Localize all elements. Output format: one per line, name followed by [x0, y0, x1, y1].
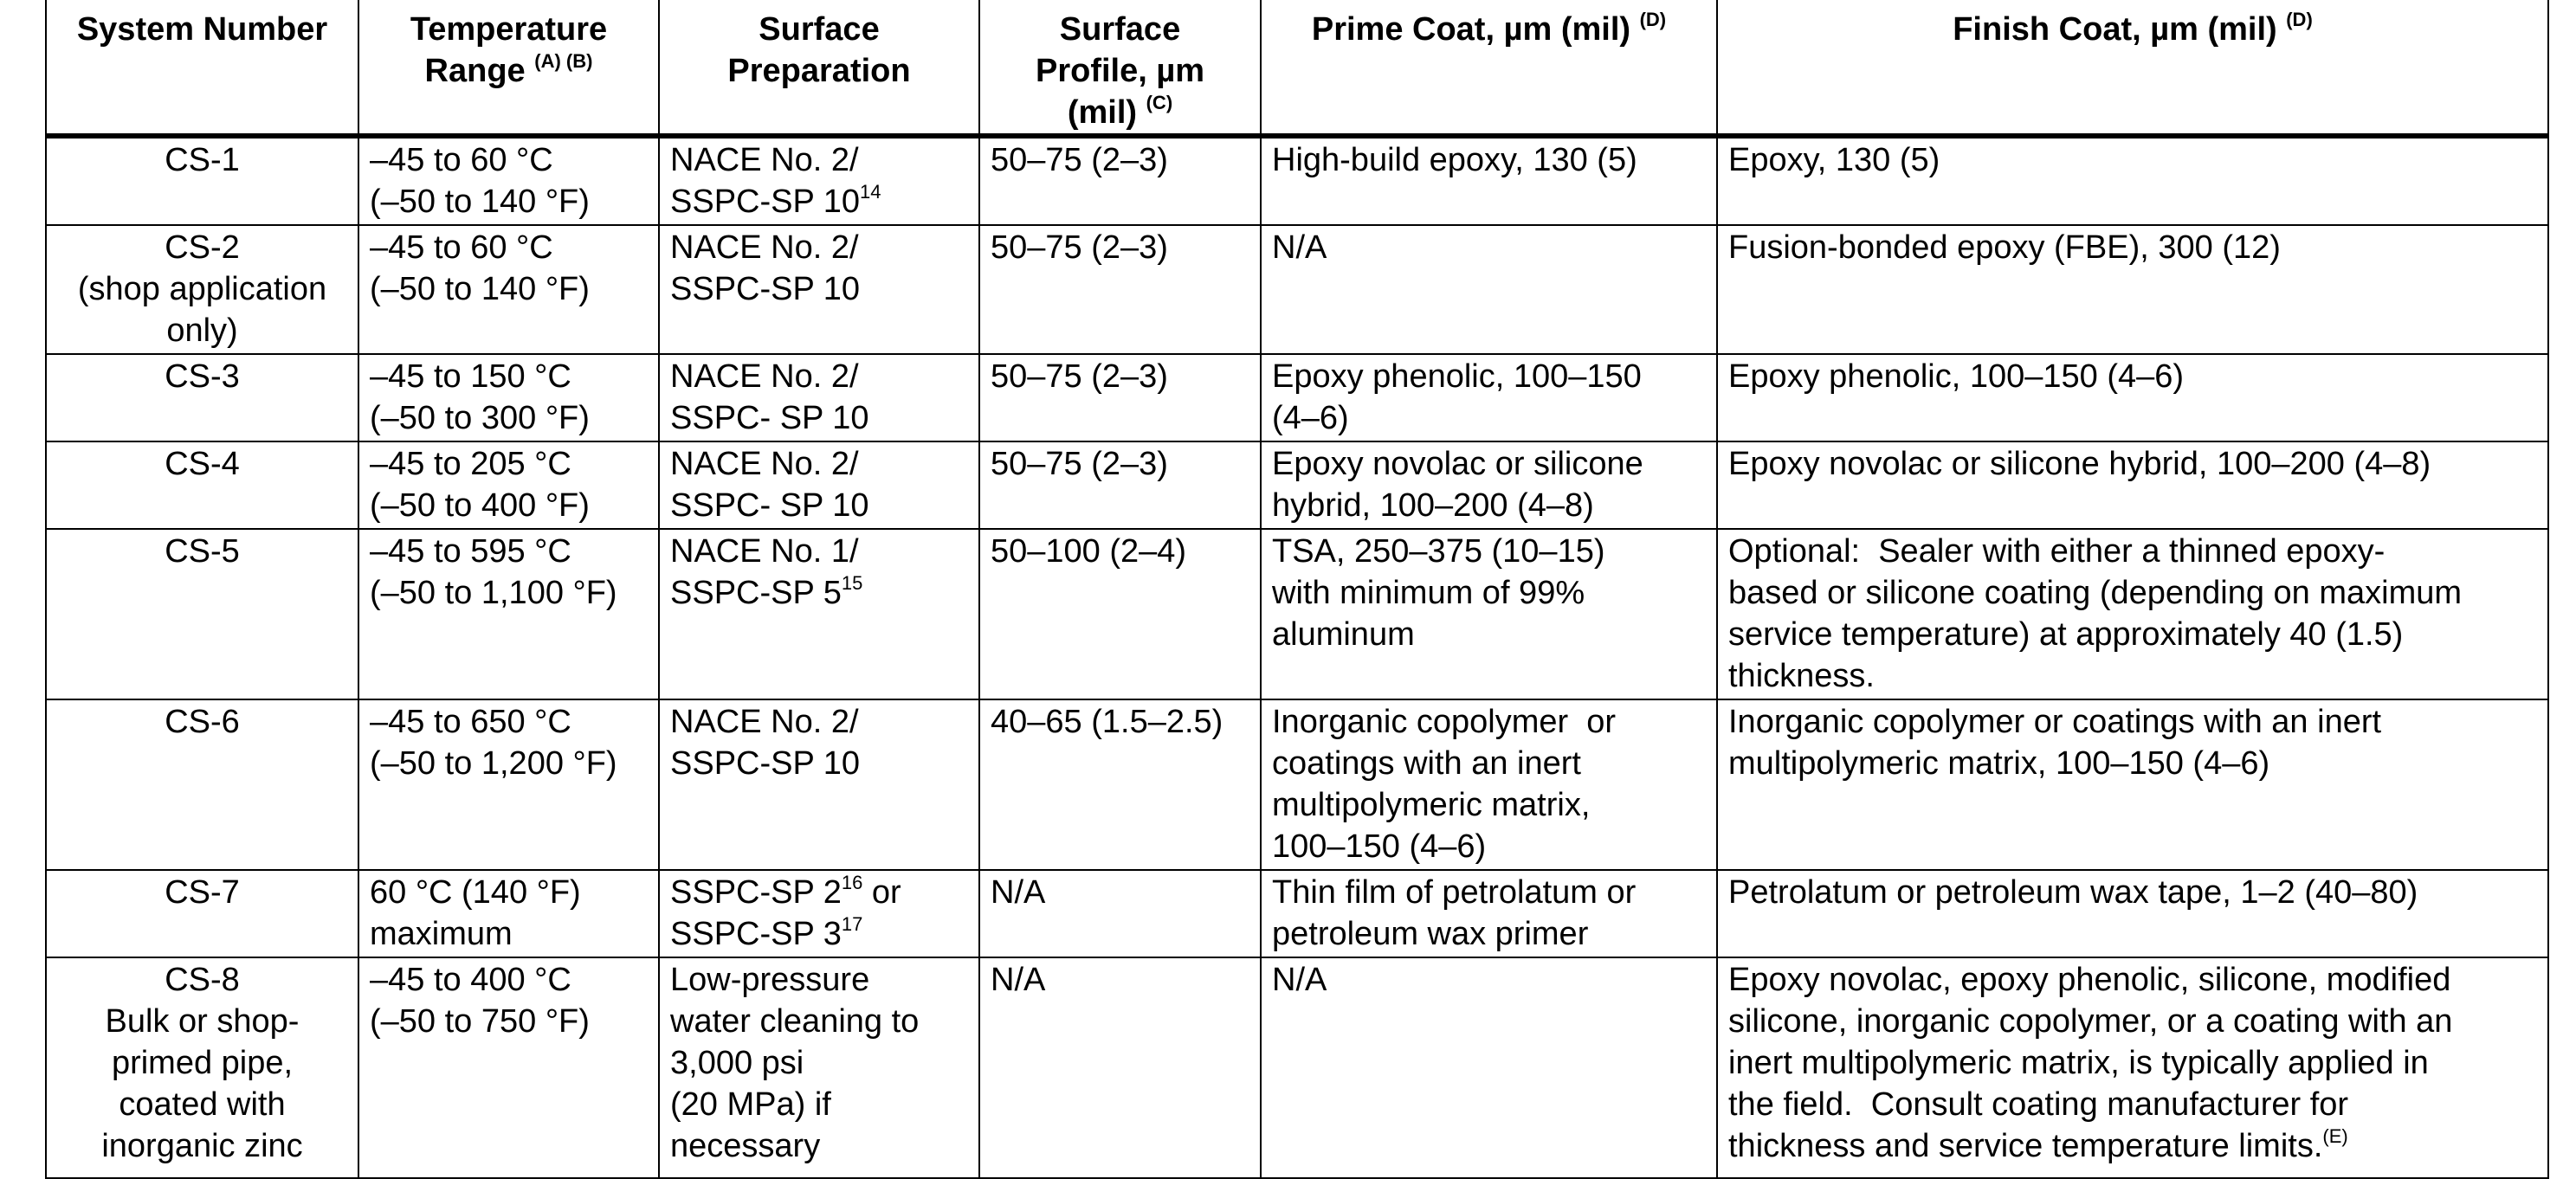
cell-finish-coat: Epoxy, 130 (5) [1717, 136, 2548, 225]
table-row [46, 441, 2548, 529]
header-surface-profile: Surface Profile, µm (mil) $^{(C)}$ [979, 0, 1261, 136]
cell-finish-coat: Epoxy novolac, epoxy phenolic, silicone, modified silicone, inorganic copolymer, or a coating with an inert multipolymeric matrix, is typically applied in the field. Consult coating manufacturer for thickness and service temperature limits.$^{(E)}$ [1717, 957, 2548, 1178]
cell-system-number: CS-2 (shop application only) [46, 225, 358, 354]
header-system-number: System Number [46, 0, 358, 136]
cell-system-number: CS-8 Bulk or shop- primed pipe, coated with inorganic zinc [46, 957, 358, 1178]
cell-surface-profile: 50–75 (2–3) [979, 354, 1261, 441]
cell-surface-profile: N/A [979, 870, 1261, 957]
footnote-ref: 16 [841, 872, 863, 893]
header-row [46, 0, 2548, 136]
cell-prime-coat: N/A [1261, 225, 1717, 354]
table-row [46, 529, 2548, 699]
cell-system-number: CS-4 [46, 441, 358, 529]
cell-temperature-range: –45 to 595 °C (–50 to 1,100 °F) [358, 529, 659, 699]
cell-finish-coat: Optional: Sealer with either a thinned epoxy- based or silicone coating (depending on maximum service temperature) at approximately 40 (1.5) thickness. [1717, 529, 2548, 699]
cell-prime-coat: High-build epoxy, 130 (5) [1261, 136, 1717, 225]
cell-surface-profile: N/A [979, 957, 1261, 1178]
footnote-ref: 15 [841, 572, 863, 594]
cell-finish-coat: Inorganic copolymer or coatings with an inert multipolymeric matrix, 100–150 (4–6) [1717, 699, 2548, 870]
cell-prime-coat: Epoxy phenolic, 100–150 (4–6) [1261, 354, 1717, 441]
table-body [46, 136, 2548, 1178]
header-prime-footnote: (D) [1639, 9, 1667, 30]
cell-finish-coat: Petrolatum or petroleum wax tape, 1–2 (40–80) [1717, 870, 2548, 957]
cell-surface-preparation: Low-pressure water cleaning to 3,000 psi (20 MPa) if necessary [659, 957, 979, 1178]
cell-surface-preparation: NACE No. 2/ SSPC-SP 10 [659, 699, 979, 870]
coating-systems-table [45, 0, 2549, 1179]
table-row [46, 699, 2548, 870]
footnote-ref: 14 [859, 181, 881, 203]
cell-prime-coat: Epoxy novolac or silicone hybrid, 100–200 (4–8) [1261, 441, 1717, 529]
cell-temperature-range: 60 °C (140 °F) maximum [358, 870, 659, 957]
cell-surface-profile: 50–75 (2–3) [979, 441, 1261, 529]
table-row [46, 870, 2548, 957]
cell-temperature-range: –45 to 205 °C (–50 to 400 °F) [358, 441, 659, 529]
cell-surface-profile: 40–65 (1.5–2.5) [979, 699, 1261, 870]
cell-temperature-range: –45 to 150 °C (–50 to 300 °F) [358, 354, 659, 441]
cell-system-number: CS-6 [46, 699, 358, 870]
header-surface-preparation: Surface Preparation [659, 0, 979, 136]
table-row [46, 225, 2548, 354]
header-temperature-range: Temperature Range $^{(A) (B)}$ [358, 0, 659, 136]
header-prime-coat: Prime Coat, µm (mil) $^{(D)}$ [1261, 0, 1717, 136]
cell-system-number: CS-3 [46, 354, 358, 441]
cell-surface-profile: 50–75 (2–3) [979, 225, 1261, 354]
cell-surface-preparation: NACE No. 1/ SSPC-SP $5^{15}$ [659, 529, 979, 699]
table-row [46, 957, 2548, 1178]
cell-system-number: CS-5 [46, 529, 358, 699]
cell-prime-coat: Thin film of petrolatum or petroleum wax primer [1261, 870, 1717, 957]
header-finish-coat: Finish Coat, µm (mil) $^{(D)}$ [1717, 0, 2548, 136]
table-row [46, 136, 2548, 225]
cell-surface-preparation: NACE No. 2/ SSPC- SP 10 [659, 441, 979, 529]
footnote-ref: 17 [841, 913, 863, 935]
cell-system-number: CS-1 [46, 136, 358, 225]
cell-temperature-range: –45 to 650 °C (–50 to 1,200 °F) [358, 699, 659, 870]
cell-prime-coat: TSA, 250–375 (10–15) with minimum of 99% aluminum [1261, 529, 1717, 699]
cell-finish-coat: Fusion-bonded epoxy (FBE), 300 (12) [1717, 225, 2548, 354]
cell-prime-coat: Inorganic copolymer or coatings with an inert multipolymeric matrix, 100–150 (4–6) [1261, 699, 1717, 870]
cell-system-number: CS-7 [46, 870, 358, 957]
cell-surface-preparation: NACE No. 2/ SSPC-SP 10 [659, 225, 979, 354]
table-row [46, 354, 2548, 441]
cell-temperature-range: –45 to 60 °C (–50 to 140 °F) [358, 136, 659, 225]
cell-finish-coat: Epoxy novolac or silicone hybrid, 100–200 (4–8) [1717, 441, 2548, 529]
cell-temperature-range: –45 to 60 °C (–50 to 140 °F) [358, 225, 659, 354]
cell-temperature-range: –45 to 400 °C (–50 to 750 °F) [358, 957, 659, 1178]
footnote-ref: (E) [2322, 1125, 2348, 1147]
cell-surface-profile: 50–100 (2–4) [979, 529, 1261, 699]
cell-surface-preparation: NACE No. 2/ SSPC-SP $10^{14}$ [659, 136, 979, 225]
header-finish-footnote: (D) [2286, 9, 2313, 30]
header-profile-footnote: (C) [1146, 92, 1173, 113]
cell-surface-preparation: SSPC-SP $2^{16}$ or SSPC-SP $3^{17}$ [659, 870, 979, 957]
cell-prime-coat: N/A [1261, 957, 1717, 1178]
header-temp-footnote: (A) (B) [534, 50, 593, 72]
cell-finish-coat: Epoxy phenolic, 100–150 (4–6) [1717, 354, 2548, 441]
cell-surface-preparation: NACE No. 2/ SSPC- SP 10 [659, 354, 979, 441]
cell-surface-profile: 50–75 (2–3) [979, 136, 1261, 225]
